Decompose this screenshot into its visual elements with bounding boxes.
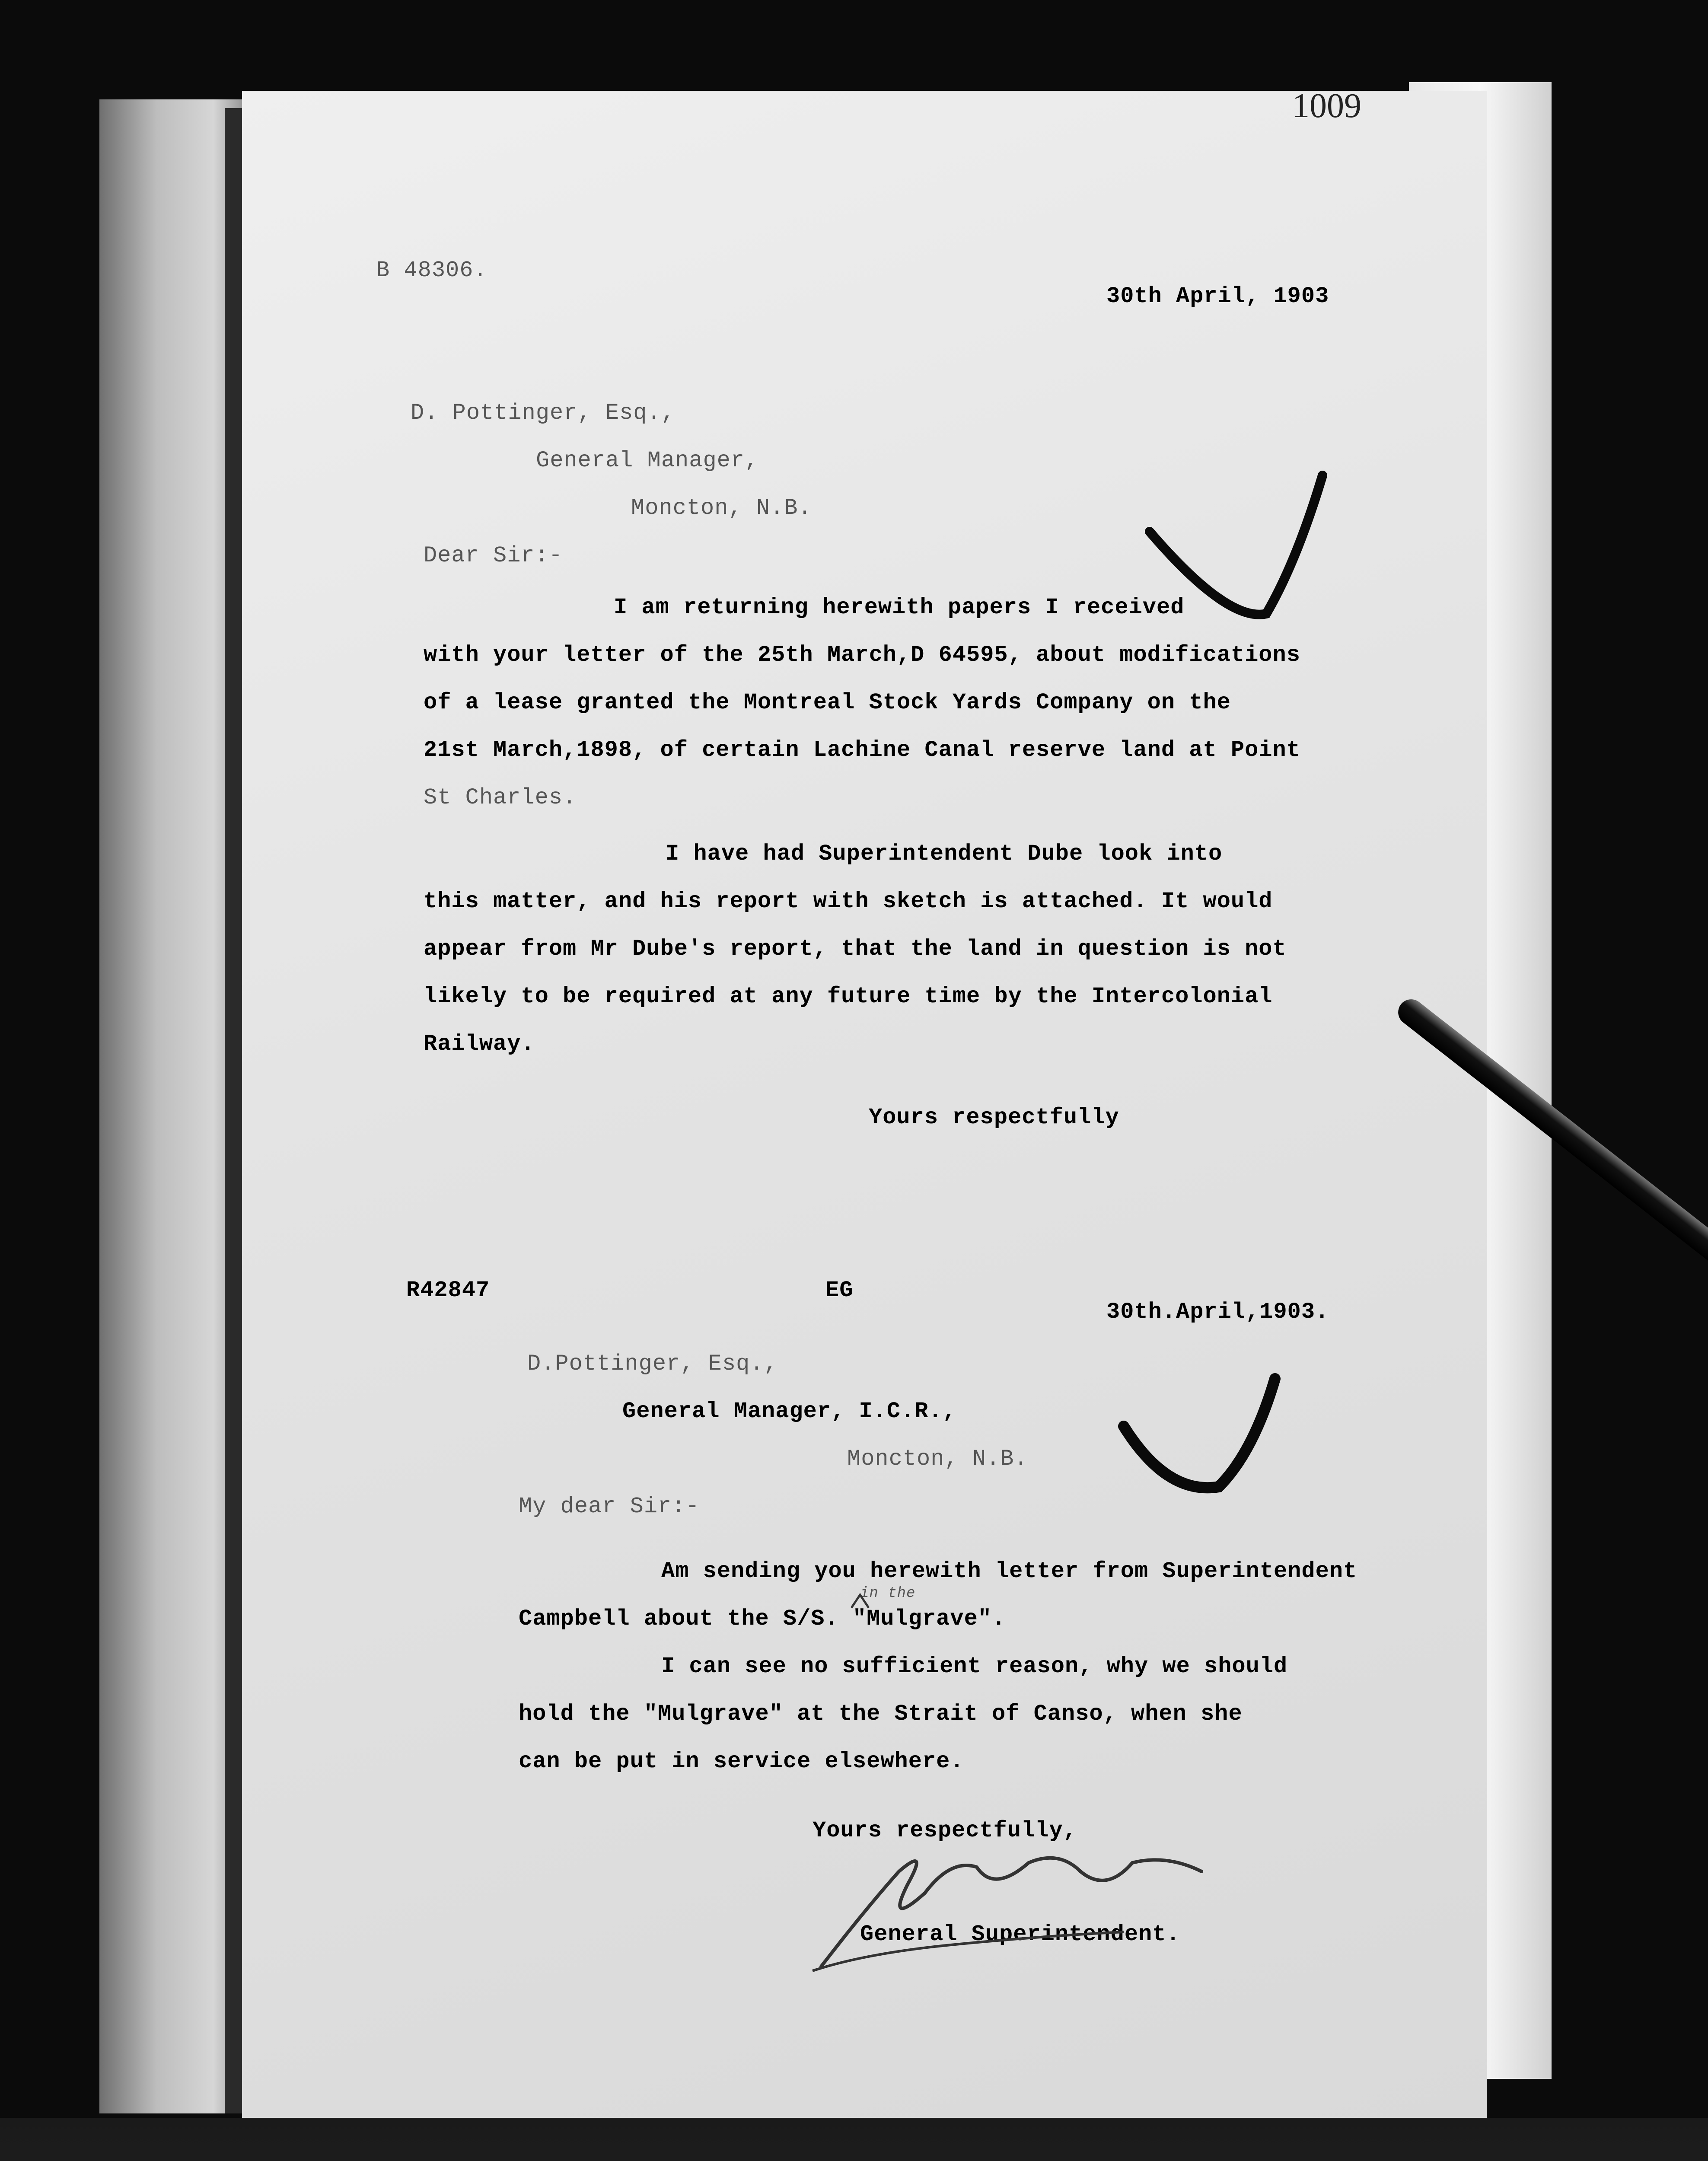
signature-underline (813, 1932, 1124, 1971)
letter2-date: 30th.April,1903. (1106, 1299, 1329, 1325)
letter2-addressee: D.Pottinger, Esq., (527, 1351, 778, 1377)
letter1-city: Moncton, N.B. (631, 495, 812, 521)
letter1-line-1: I am returning herewith papers I received (614, 595, 1185, 620)
letter2-position: General Manager, I.C.R., (622, 1399, 956, 1424)
letter2-salutation: My dear Sir:- (519, 1494, 700, 1519)
letter1-date: 30th April, 1903 (1106, 284, 1329, 309)
check-mark-2 (1124, 1379, 1275, 1488)
letter2-title: General Superintendent. (860, 1922, 1180, 1947)
letter1-line-5: St Charles. (424, 785, 577, 810)
letter2-insertion: in the (860, 1585, 916, 1602)
letter1-salutation: Dear Sir:- (424, 543, 563, 568)
letter2-line-4: hold the "Mulgrave" at the Strait of Canso, when she (519, 1701, 1243, 1727)
letter1-line-2: with your letter of the 25th March,D 64595, about modifications (424, 642, 1300, 668)
letter1-line-4: 21st March,1898, of certain Lachine Canal reserve land at Point (424, 737, 1300, 763)
letter1-line-9: likely to be required at any future time by the Intercolonial (424, 984, 1273, 1009)
letter2-initials: EG (825, 1278, 854, 1303)
letter1-line-6: I have had Superintendent Dube look into (666, 841, 1223, 867)
letter1-closing: Yours respectfully (869, 1105, 1119, 1130)
letter1-addressee: D. Pottinger, Esq., (411, 400, 675, 426)
caret-mark (851, 1595, 869, 1608)
signature-mark (821, 1858, 1201, 1967)
letter1-line-10: Railway. (424, 1031, 535, 1057)
letter1-ref: B 48306. (376, 258, 488, 283)
letter1-position: General Manager, (536, 448, 759, 473)
letter2-city: Moncton, N.B. (847, 1446, 1028, 1472)
letter2-line-3: I can see no sufficient reason, why we should (661, 1654, 1288, 1679)
letter1-line-7: this matter, and his report with sketch is attached. It would (424, 889, 1273, 914)
letter2-closing: Yours respectfully, (813, 1818, 1077, 1843)
letter2-line-1: Am sending you herewith letter from Superintendent (661, 1559, 1357, 1584)
letter1-line-8: appear from Mr Dube's report, that the land in question is not (424, 936, 1287, 962)
page-number: 1009 (1292, 87, 1361, 125)
letter2-line-2: Campbell about the S/S. "Mulgrave". (519, 1606, 1006, 1632)
letter1-line-3: of a lease granted the Montreal Stock Yards Company on the (424, 690, 1231, 715)
letter2-ref: R42847 (406, 1278, 490, 1303)
letter2-line-5: can be put in service elsewhere. (519, 1749, 964, 1774)
check-mark-1 (1150, 475, 1322, 615)
